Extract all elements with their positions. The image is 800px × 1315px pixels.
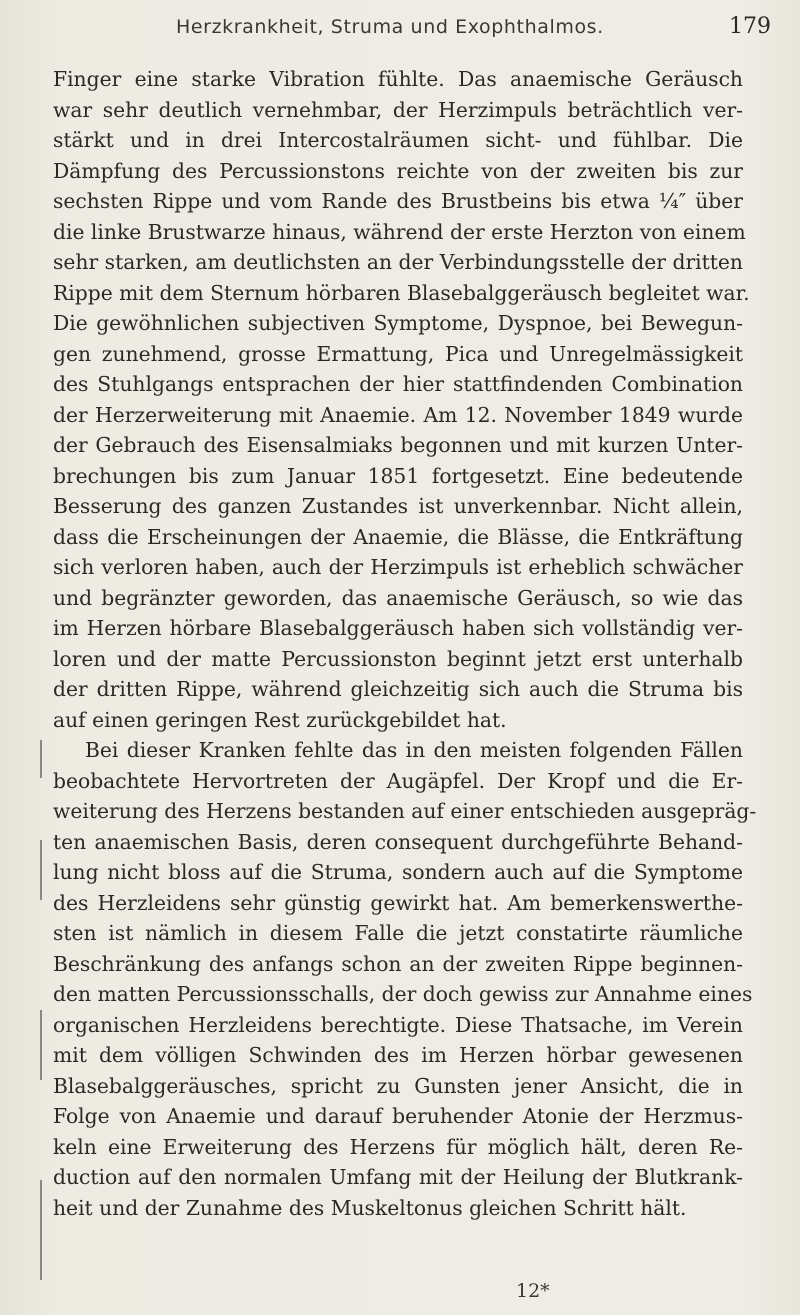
text-line: ten anaemischen Basis, deren consequent durchgeführte Behand- bbox=[53, 829, 743, 854]
text-line: und begränzter geworden, das anaemische Geräusch, so wie das bbox=[53, 585, 743, 610]
text-line: mit dem völligen Schwinden des im Herzen hörbar gewesenen bbox=[53, 1043, 743, 1067]
paragraph bbox=[53, 64, 750, 735]
text-line: der Gebrauch des Eisensalmiaks begonnen und mit kurzen Unter- bbox=[53, 433, 743, 457]
text-line: lung nicht bloss auf die Struma, sondern auch auf die Symptome bbox=[53, 860, 743, 884]
signature-mark: 12* bbox=[516, 1280, 550, 1302]
text-line: sehr starken, am deutlichsten an der Verbindungsstelle der dritten bbox=[53, 250, 743, 274]
text-line: die linke Brustwarze hinaus, während der erste Herzton von einem bbox=[53, 219, 746, 244]
edge-mark bbox=[40, 1180, 42, 1280]
text-line: den matten Percussionsschalls, der doch gewiss zur Annahme eines bbox=[53, 982, 753, 1006]
text-line: sten ist nämlich in diesem Falle die jetzt constatirte räumliche bbox=[53, 921, 743, 945]
text-line: sich verloren haben, auch der Herzimpuls ist erheblich schwächer bbox=[53, 555, 743, 579]
text-line: gen zunehmend, grosse Ermattung, Pica und Unregelmässigkeit bbox=[53, 341, 743, 366]
text-line: war sehr deutlich vernehmbar, der Herzimpuls beträchtlich ver- bbox=[53, 97, 743, 122]
text-line: weiterung des Herzens bestanden auf einer entschieden ausgepräg- bbox=[53, 799, 757, 823]
text-line: dass die Erscheinungen der Anaemie, die Blässe, die Entkräftung bbox=[53, 524, 743, 549]
edge-mark bbox=[40, 1010, 42, 1080]
text-line: des Herzleidens sehr günstig gewirkt hat. Am bemerkenswerthe- bbox=[53, 890, 743, 915]
text-line: stärkt und in drei Intercostalräumen sicht- und fühlbar. Die bbox=[53, 128, 743, 152]
text-line: des Stuhlgangs entsprachen der hier stattfindenden Combination bbox=[53, 372, 743, 396]
text-line: Blasebalggeräusches, spricht zu Gunsten jener Ansicht, die in bbox=[53, 1073, 743, 1098]
text-line: im Herzen hörbare Blasebalggeräusch haben sich vollständig ver- bbox=[53, 616, 743, 640]
text-line: Beschränkung des anfangs schon an der zweiten Rippe beginnen- bbox=[53, 951, 743, 976]
text-line: beobachtete Hervortreten der Augäpfel. Der Kropf und die Er- bbox=[53, 768, 743, 793]
text-line: loren und der matte Percussionston beginnt jetzt erst unterhalb bbox=[53, 646, 743, 671]
text-line: duction auf den normalen Umfang mit der Heilung der Blutkrank- bbox=[53, 1165, 743, 1189]
text-line: heit und der Zunahme des Muskeltonus gleichen Schritt hält. bbox=[53, 1195, 687, 1220]
text-line: Bei dieser Kranken fehlte das in den meisten folgenden Fällen bbox=[85, 738, 743, 762]
text-line: Besserung des ganzen Zustandes ist unverkennbar. Nicht allein, bbox=[53, 494, 743, 518]
text-line: keln eine Erweiterung des Herzens für möglich hält, deren Re- bbox=[53, 1134, 743, 1159]
paragraph bbox=[53, 735, 757, 1223]
text-line: Dämpfung des Percussionstons reichte von der zweiten bis zur bbox=[53, 158, 743, 183]
text-line: Folge von Anaemie und darauf beruhender Atonie der Herzmus- bbox=[53, 1104, 743, 1128]
page-number: 179 bbox=[729, 14, 771, 39]
text-line: Die gewöhnlichen subjectiven Symptome, Dyspnoe, bei Bewegun- bbox=[53, 311, 743, 335]
edge-mark bbox=[40, 840, 42, 900]
text-line: der dritten Rippe, während gleichzeitig sich auch die Struma bis bbox=[53, 677, 743, 701]
text-line: organischen Herzleidens berechtigte. Diese Thatsache, im Verein bbox=[53, 1012, 743, 1037]
text-line: brechungen bis zum Januar 1851 fortgesetzt. Eine bedeutende bbox=[53, 463, 743, 488]
text-line: der Herzerweiterung mit Anaemie. Am 12. November 1849 wurde bbox=[53, 402, 743, 427]
text-line: Rippe mit dem Sternum hörbaren Blasebalggeräusch begleitet war. bbox=[53, 280, 750, 305]
body-text bbox=[53, 64, 757, 1223]
text-line: auf einen geringen Rest zurückgebildet hat. bbox=[53, 707, 507, 732]
running-title: Herzkrankheit, Struma und Exophthalmos. bbox=[176, 16, 604, 38]
edge-mark bbox=[40, 740, 42, 778]
page-header bbox=[0, 14, 800, 54]
text-line: sechsten Rippe und vom Rande des Brustbeins bis etwa ¼″ über bbox=[53, 189, 743, 213]
text-line: Finger eine starke Vibration fühlte. Das anaemische Geräusch bbox=[53, 67, 743, 91]
